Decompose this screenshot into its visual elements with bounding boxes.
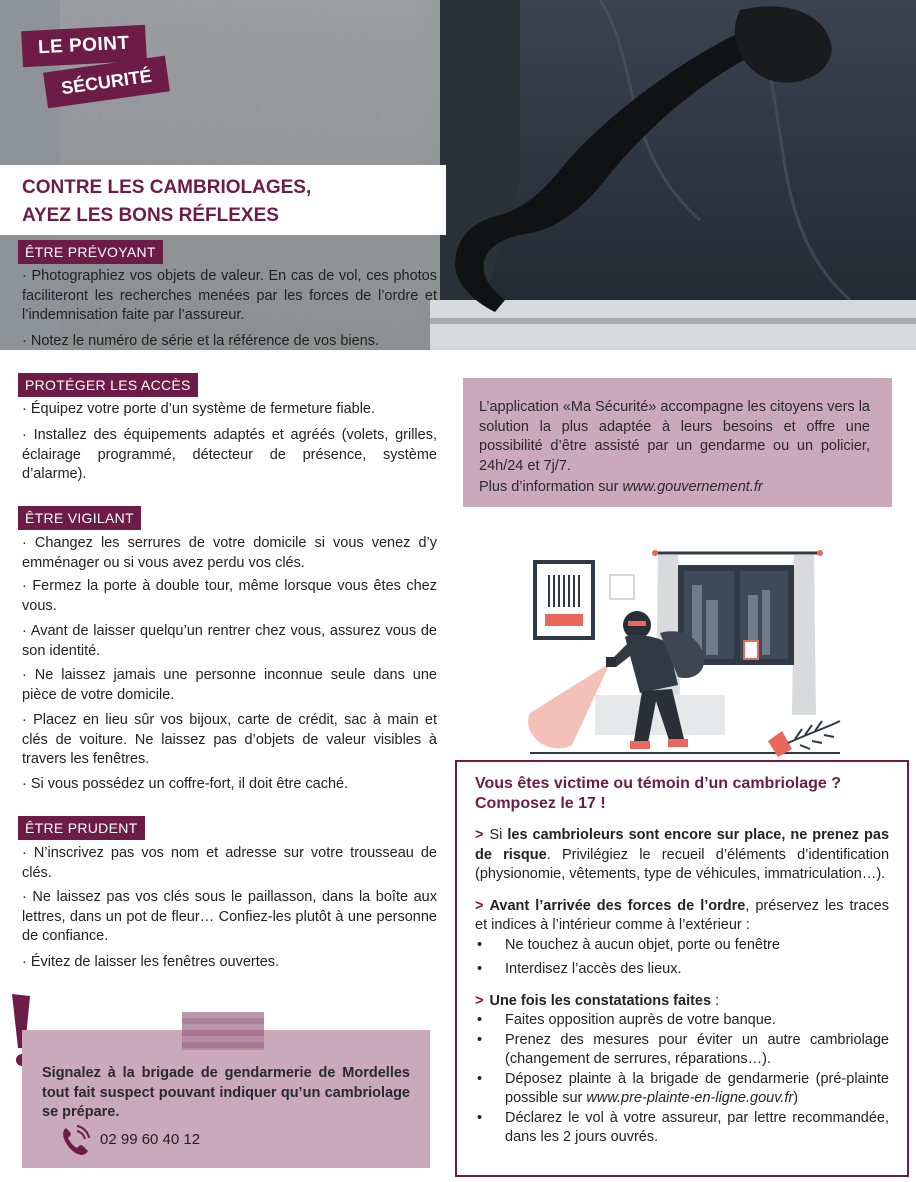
victim-paragraph-3 bbox=[475, 992, 889, 1012]
victim-p3-post: : bbox=[711, 992, 720, 1009]
section-label-proteger: PROTÉGER LES ACCÈS bbox=[18, 373, 198, 397]
list-item: • Prenez des mesures pour éviter un autre cambriolage (changement de serrures, réparations…). bbox=[475, 1031, 889, 1070]
list-item bbox=[475, 1070, 889, 1109]
victim-p1-bold: les cambrioleurs sont encore sur place, ne prenez pas de risque bbox=[475, 827, 890, 863]
preplainte-close: ) bbox=[793, 1090, 799, 1106]
victim-p2-post: , préservez les traces et indices à l’intérieur comme à l’extérieur : bbox=[475, 897, 889, 933]
section-vigilant-item-4: · Ne laissez jamais une personne inconnue seule dans une pièce de votre domicile. bbox=[22, 667, 437, 703]
victim-p1-pre: Si bbox=[489, 827, 508, 843]
gouvernement-link[interactable]: www.gouvernement.fr bbox=[622, 479, 763, 495]
section-prevoyant-item-1: · Photographiez vos objets de valeur. En cas de vol, ces photos faciliteront les recherches menées par les forces de l’ordre et l’indemnisation faite par l’assureur. bbox=[22, 268, 437, 323]
chevron-right-icon: > bbox=[475, 992, 484, 1009]
chevron-right-icon: > bbox=[475, 827, 484, 843]
preplainte-text: Déposez plainte à la brigade de gendarmerie (pré-plainte possible sur bbox=[505, 1070, 889, 1106]
victim-heading-line-2: Composez le 17 ! bbox=[475, 795, 606, 812]
section-prevoyant-item-2: · Notez le numéro de série et la référence de vos biens. bbox=[22, 333, 380, 349]
list-item: • Interdisez l’accès des lieux. bbox=[475, 960, 889, 980]
phone-number[interactable]: 02 99 60 40 12 bbox=[100, 1131, 201, 1148]
victim-paragraph-2 bbox=[475, 897, 889, 936]
victim-heading-line-1: Vous êtes victime ou témoin d’un cambriolage ? bbox=[475, 775, 841, 792]
victim-p3-bold: Une fois les constatations faites bbox=[489, 992, 712, 1009]
app-info-more bbox=[479, 478, 870, 498]
victim-p1-post: . Privilégiez le recueil d’éléments d’identification (physionomie, vêtements, type de véhicules, immatriculation…). bbox=[475, 846, 890, 882]
victim-p2-bold: Avant l’arrivée des forces de l’ordre bbox=[489, 897, 746, 914]
list-item: • Faites opposition auprès de votre banque. bbox=[475, 1011, 889, 1031]
section-vigilant-item-6: · Si vous possédez un coffre-fort, il doit être caché. bbox=[22, 776, 349, 792]
victim-paragraph-1 bbox=[475, 826, 889, 885]
title-line-2: AYEZ LES BONS RÉFLEXES bbox=[22, 205, 279, 226]
victim-info-box bbox=[455, 760, 909, 1177]
burglar-illustration bbox=[510, 545, 850, 770]
app-info-text: L’application «Ma Sécurité» accompagne les citoyens vers la solution la plus adaptée à leurs besoins et offre une possibilité d’être assisté par un gendarme ou un policier, 24h/24 et 7j/7. bbox=[479, 399, 870, 474]
preplainte-link[interactable]: www.pre-plainte-en-ligne.gouv.fr bbox=[586, 1090, 794, 1106]
victim-list-2 bbox=[475, 1011, 889, 1148]
app-info-more-prefix: Plus d’information sur bbox=[479, 479, 623, 495]
section-vigilant-item-3: · Avant de laisser quelqu’un rentrer chez vous, assurez vous de son identité. bbox=[22, 623, 437, 659]
burglar-flashlight-illustration bbox=[510, 545, 850, 765]
list-item: • Déclarez le vol à votre assureur, par lettre recommandée, dans les 2 jours ouvrés. bbox=[475, 1109, 889, 1148]
victim-heading bbox=[475, 774, 889, 814]
chevron-right-icon: > bbox=[475, 897, 484, 914]
section-vigilant-item-5: · Placez en lieu sûr vos bijoux, carte de crédit, sac à main et clés de voiture. Ne laissez pas d’objets de valeur visibles à travers les fenêtres. bbox=[22, 712, 437, 767]
section-label-prevoyant: ÊTRE PRÉVOYANT bbox=[18, 240, 163, 264]
section-label-vigilant: ÊTRE VIGILANT bbox=[18, 506, 141, 530]
section-prudent-item-3: · Évitez de laisser les fenêtres ouvertes. bbox=[22, 954, 280, 970]
section-vigilant-item-2: · Fermez la porte à double tour, même lorsque vous êtes chez vous. bbox=[22, 578, 437, 614]
section-proteger-item-1: · Équipez votre porte d’un système de fermeture fiable. bbox=[22, 401, 376, 417]
section-prudent-item-2: · Ne laissez pas vos clés sous le paillasson, dans la boîte aux lettres, dans un pot de fleur… Confiez-les plutôt à une personne de confiance. bbox=[22, 889, 437, 944]
section-vigilant-item-1: · Changez les serrures de votre domicile si vous venez d’y emménager ou si vous avez perdu vos clés. bbox=[22, 535, 437, 571]
phone-icon bbox=[60, 1125, 90, 1162]
app-info-box bbox=[463, 378, 892, 507]
section-proteger-item-2: · Installez des équipements adaptés et agréés (volets, grilles, éclairage programmé, détecteur de présence, système d’alarme). bbox=[22, 427, 437, 482]
victim-list-1 bbox=[475, 936, 889, 980]
badge-le-point: LE POINT bbox=[21, 25, 146, 67]
page-title bbox=[22, 174, 311, 230]
list-item: • Ne touchez à aucun objet, porte ou fenêtre bbox=[475, 936, 889, 956]
section-prudent-item-1: · N’inscrivez pas vos nom et adresse sur votre trousseau de clés. bbox=[22, 845, 437, 881]
badge-securite: SÉCURITÉ bbox=[43, 56, 170, 109]
section-label-prudent: ÊTRE PRUDENT bbox=[18, 816, 145, 840]
alert-text: Signalez à la brigade de gendarmerie de Mordelles tout fait suspect pouvant indiquer qu’un cambriolage se prépare. bbox=[42, 1065, 410, 1120]
title-line-1: CONTRE LES CAMBRIOLAGES, bbox=[22, 177, 312, 198]
tape-decoration bbox=[182, 1012, 264, 1050]
